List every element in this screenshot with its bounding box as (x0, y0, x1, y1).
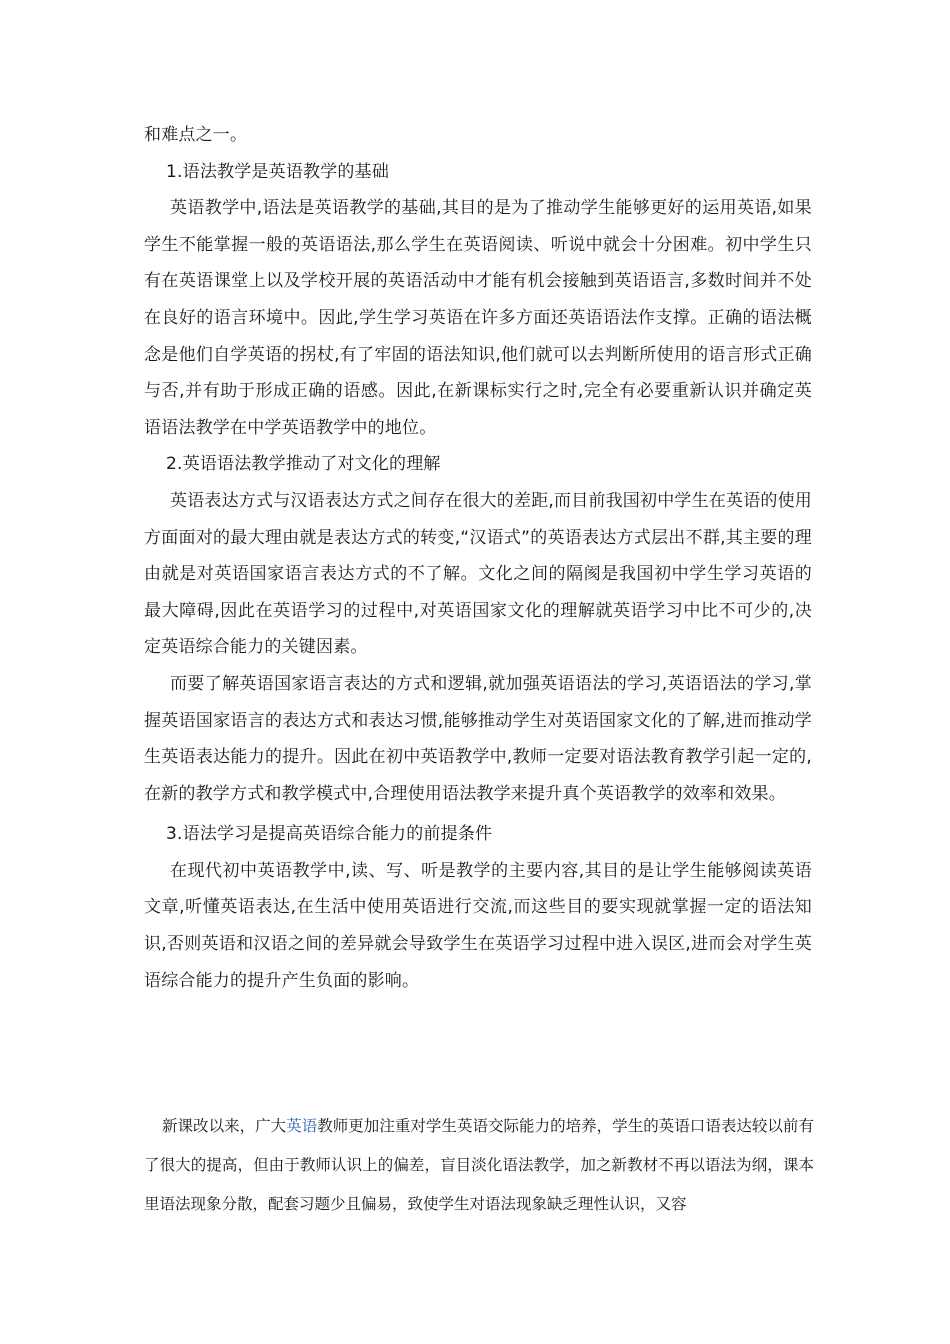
paragraph-expression-logic: 而要了解英语国家语言表达的方式和逻辑,就加强英语语法的学习,英语语法的学习,掌握英语国家语言的表达方式和表达习惯,能够推动学生对英语国家文化的了解,进而推动学生英语表达能力的提升。因此在初中英语教学中,教师一定要对语法教育教学引起一定的,在新的教学方式和教学模式中,合理使用语法教学来提升真个英语教学的效率和效果。 (144, 673, 812, 804)
document-body (144, 117, 812, 999)
section-heading-1: 1.语法教学是英语教学的基础 (166, 161, 390, 182)
paragraph-continuation: 和难点之一。 (144, 125, 248, 145)
english-link[interactable]: 英语 (286, 1117, 318, 1135)
text-segment: 新课改以来，广大 (162, 1117, 287, 1135)
paragraph-grammar-foundation: 英语教学中,语法是英语教学的基础,其目的是为了推动学生能够更好的运用英语,如果学生不能掌握一般的英语语法,那么学生在英语阅读、听说中就会十分困难。初中学生只有在英语课堂上以及学校开展的英语活动中才能有机会接触到英语语言,多数时间并不处在良好的语言环境中。因此,学生学习英语在许多方面还英语语法作支撑。正确的语法概念是他们自学英语的拐杖,有了牢固的语法知识,他们就可以去判断所使用的语言形式正确与否,并有助于形成正确的语感。因此,在新课标实行之时,完全有必要重新认识并确定英语语法教学在中学英语教学中的地位。 (144, 198, 812, 438)
paragraph-curriculum-reform (144, 1107, 814, 1224)
section-heading-3: 3.语法学习是提高英语综合能力的前提条件 (166, 824, 493, 845)
text-segment: 教师更加注重对学生英语交际能力的培养，学生的英语口语表达较以前有了很大的提高，但由于教师认识上的偏差，盲目淡化语法教学，加之新教材不再以语法为纲，课本里语法现象分散，配套习题少且偏易，致使学生对语法现象缺乏理性认识，又容 (144, 1117, 814, 1213)
section-heading-2: 2.英语语法教学推动了对文化的理解 (166, 454, 441, 475)
paragraph-comprehensive-ability: 在现代初中英语教学中,读、写、听是教学的主要内容,其目的是让学生能够阅读英语文章,听懂英语表达,在生活中使用英语进行交流,而这些目的要实现就掌握一定的语法知识,否则英语和汉语之间的差异就会导致学生在英语学习过程中进入误区,进而会对学生英语综合能力的提升产生负面的影响。 (144, 860, 812, 991)
paragraph-culture-understanding: 英语表达方式与汉语表达方式之间存在很大的差距,而目前我国初中学生在英语的使用方面面对的最大理由就是表达方式的转变,“汉语式”的英语表达方式层出不群,其主要的理由就是对英语国家语言表达方式的不了解。文化之间的隔阂是我国初中学生学习英语的最大障碍,因此在英语学习的过程中,对英语国家文化的理解就英语学习中比不可少的,决定英语综合能力的关键因素。 (144, 490, 813, 658)
